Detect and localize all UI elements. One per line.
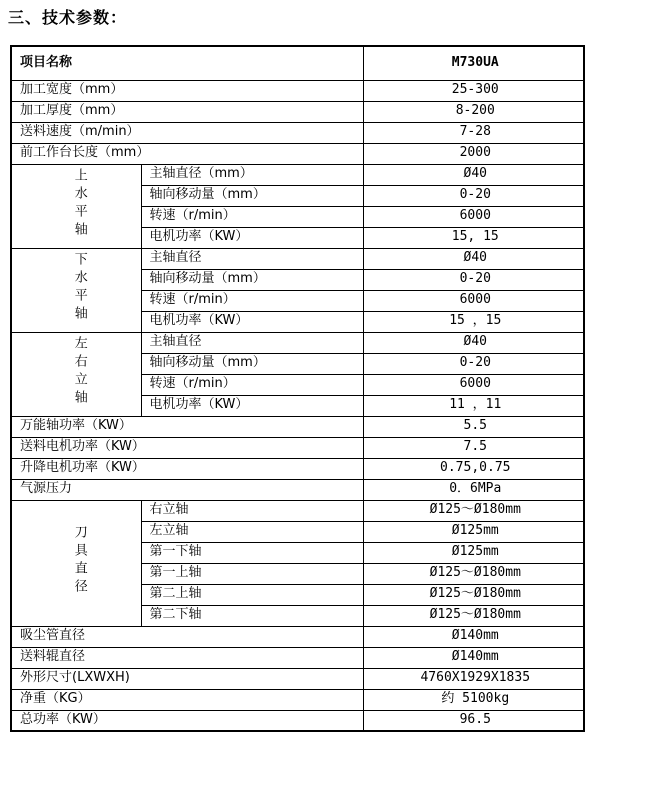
spec-label: 气源压力 [11,479,363,500]
spec-label: 主轴直径 [141,248,363,269]
table-row [11,80,584,101]
spec-label: 第一下轴 [141,542,363,563]
table-row [11,164,584,185]
spec-label: 转速（r/min） [141,206,363,227]
table-row [11,437,584,458]
spec-value: Ø125mm [363,542,584,563]
spec-value: 6000 [363,374,584,395]
table-row [11,101,584,122]
spec-label: 电机功率（KW） [141,395,363,416]
spec-label: 转速（r/min） [141,374,363,395]
spec-label: 送料电机功率（KW） [11,437,363,458]
spec-label: 净重（KG） [11,689,363,710]
column-header-model: M730UA [363,46,584,80]
spec-label: 加工厚度（mm） [11,101,363,122]
spec-value: Ø40 [363,332,584,353]
spec-label: 总功率（KW） [11,710,363,731]
spec-value: 约 5100kg [363,689,584,710]
spec-value: Ø40 [363,248,584,269]
table-row [11,689,584,710]
spec-value: 15, 15 [363,227,584,248]
group-label-text: 刀具直径 [71,524,87,597]
spec-value: Ø125～Ø180mm [363,605,584,626]
section-title: 三、技术参数： [8,8,128,27]
spec-label: 加工宽度（mm） [11,80,363,101]
spec-value: 2000 [363,143,584,164]
spec-label: 电机功率（KW） [141,311,363,332]
spec-label: 轴向移动量（mm） [141,269,363,290]
table-header-row [11,46,584,80]
spec-value: 0-20 [363,269,584,290]
table-row [11,122,584,143]
group-label-lower-horizontal-spindle [11,248,141,332]
spec-label: 电机功率（KW） [141,227,363,248]
spec-label: 吸尘管直径 [11,626,363,647]
spec-value: 0-20 [363,353,584,374]
spec-label: 轴向移动量（mm） [141,353,363,374]
spec-value: 25-300 [363,80,584,101]
spec-value: 0．6MPa [363,479,584,500]
table-row [11,710,584,731]
group-label-text: 左右立轴 [71,335,87,408]
spec-label: 外形尺寸(LXWXH) [11,668,363,689]
spec-value: 4760X1929X1835 [363,668,584,689]
spec-value: Ø140mm [363,647,584,668]
spec-value: 5.5 [363,416,584,437]
group-label-tool-diameter [11,500,141,626]
table-row [11,500,584,521]
spec-value: 6000 [363,290,584,311]
group-label-left-right-vertical-spindle [11,332,141,416]
table-row [11,458,584,479]
table-row [11,416,584,437]
spec-label: 前工作台长度（mm） [11,143,363,164]
table-row [11,668,584,689]
table-row [11,143,584,164]
spec-value: 8-200 [363,101,584,122]
table-row [11,248,584,269]
table-row [11,626,584,647]
spec-value: 96.5 [363,710,584,731]
spec-value: Ø140mm [363,626,584,647]
spec-value: 7.5 [363,437,584,458]
group-label-upper-horizontal-spindle [11,164,141,248]
table-row [11,479,584,500]
spec-value: Ø125～Ø180mm [363,500,584,521]
table-row [11,332,584,353]
group-label-text: 下水平轴 [71,251,87,324]
spec-label: 送料速度（m/min） [11,122,363,143]
column-header-item-name: 项目名称 [11,46,363,80]
spec-label: 转速（r/min） [141,290,363,311]
spec-value: 6000 [363,206,584,227]
spec-value: 7-28 [363,122,584,143]
spec-value: 15 ，15 [363,311,584,332]
spec-label: 第二下轴 [141,605,363,626]
spec-value: Ø125～Ø180mm [363,563,584,584]
spec-table [10,45,585,732]
spec-value: 0.75,0.75 [363,458,584,479]
spec-value: Ø40 [363,164,584,185]
spec-value: Ø125～Ø180mm [363,584,584,605]
spec-label: 送料辊直径 [11,647,363,668]
table-row [11,647,584,668]
spec-value: 11 ，11 [363,395,584,416]
spec-value: Ø125mm [363,521,584,542]
group-label-text: 上水平轴 [71,167,87,240]
spec-label: 第一上轴 [141,563,363,584]
spec-label: 万能轴功率（KW） [11,416,363,437]
spec-label: 主轴直径（mm） [141,164,363,185]
spec-label: 主轴直径 [141,332,363,353]
spec-label: 升降电机功率（KW） [11,458,363,479]
spec-label: 轴向移动量（mm） [141,185,363,206]
spec-label: 第二上轴 [141,584,363,605]
spec-label: 右立轴 [141,500,363,521]
spec-value: 0-20 [363,185,584,206]
spec-label: 左立轴 [141,521,363,542]
